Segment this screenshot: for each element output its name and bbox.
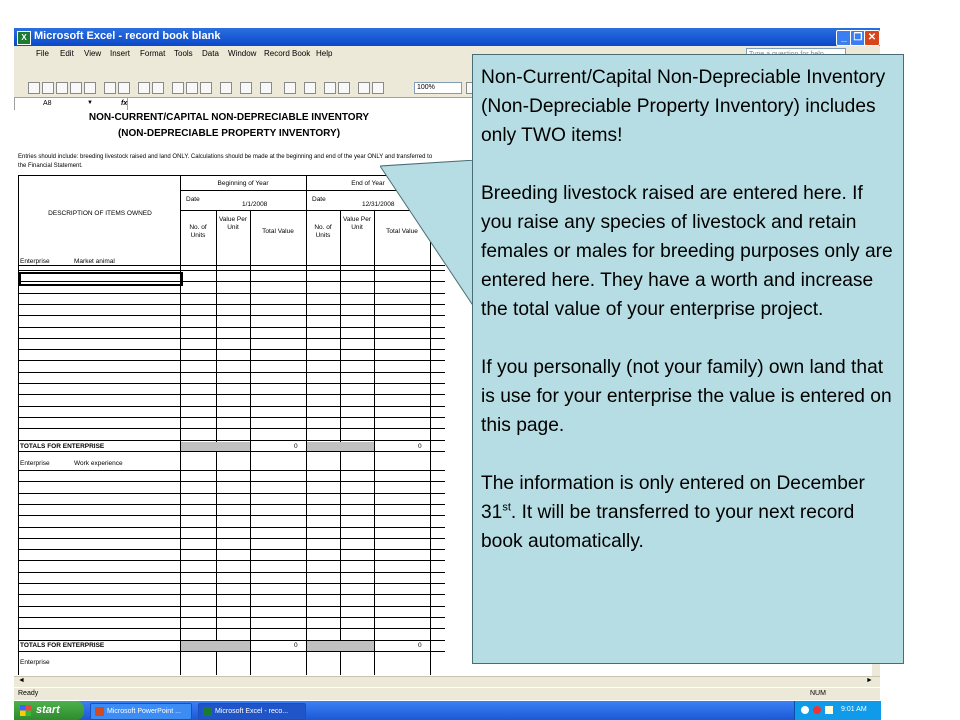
taskbar-item-excel[interactable] bbox=[198, 703, 306, 720]
callout-paragraph-4 bbox=[481, 469, 897, 556]
grid-line bbox=[18, 549, 445, 550]
num-lock-indicator: NUM bbox=[810, 690, 826, 697]
grid-line bbox=[18, 360, 445, 361]
new-icon[interactable] bbox=[28, 82, 40, 94]
task-label: Microsoft PowerPoint ... bbox=[107, 708, 181, 715]
menu-window[interactable]: Window bbox=[228, 49, 257, 58]
menu-format[interactable]: Format bbox=[140, 49, 166, 58]
grid-line bbox=[18, 470, 445, 471]
end-total: 0 bbox=[418, 443, 422, 450]
grid-line bbox=[18, 440, 445, 441]
end-date-value: 12/31/2008 bbox=[362, 201, 395, 208]
hyperlink-icon[interactable] bbox=[284, 82, 296, 94]
grid-line bbox=[18, 617, 445, 618]
callout-paragraph-1: Non-Current/Capital Non-Depreciable Inventory (Non-Depreciable Property Inventory) includes only TWO items! bbox=[481, 67, 886, 146]
research-icon[interactable] bbox=[152, 82, 164, 94]
end-of-year-header: End of Year bbox=[351, 180, 385, 187]
begin-total-value-header: Total Value bbox=[262, 228, 294, 235]
callout-paragraph-3: If you personally (not your family) own land that is use for your enterprise the value is entered on this page. bbox=[481, 357, 892, 436]
format-painter-icon[interactable] bbox=[220, 82, 232, 94]
menu-insert[interactable]: Insert bbox=[110, 49, 131, 58]
taskbar bbox=[14, 701, 880, 720]
close-button[interactable]: ✕ bbox=[864, 30, 880, 46]
print-preview-icon[interactable] bbox=[118, 82, 130, 94]
drawing-icon[interactable] bbox=[372, 82, 384, 94]
chart-wizard-icon[interactable] bbox=[358, 82, 370, 94]
end-value-per-unit-header: Value Per Unit bbox=[342, 216, 372, 231]
menu-data[interactable]: Data bbox=[202, 49, 219, 58]
begin-total: 0 bbox=[294, 642, 298, 649]
sort-ascending-icon[interactable] bbox=[324, 82, 336, 94]
begin-date-label: Date bbox=[186, 196, 200, 203]
grid-line bbox=[18, 628, 445, 629]
autosum-icon[interactable] bbox=[304, 82, 316, 94]
menu-record-book[interactable]: Record Book bbox=[264, 49, 311, 58]
grid-line bbox=[18, 417, 445, 418]
grid-line bbox=[18, 515, 445, 516]
grid-line bbox=[18, 383, 445, 384]
callout-p4-post: . It will be transferred to your next record book automatically. bbox=[481, 502, 855, 552]
shaded-cell bbox=[181, 641, 250, 651]
grid-line bbox=[306, 175, 307, 675]
selected-cell-a8[interactable] bbox=[19, 272, 183, 286]
copy-icon[interactable] bbox=[186, 82, 198, 94]
grid-line bbox=[18, 327, 445, 328]
begin-units-header: No. of Units bbox=[189, 224, 207, 239]
taskbar-item-powerpoint[interactable] bbox=[90, 703, 192, 720]
shaded-cell bbox=[307, 641, 374, 651]
start-button[interactable] bbox=[14, 701, 84, 720]
menu-file[interactable]: File bbox=[36, 49, 49, 58]
grid-line bbox=[18, 481, 445, 482]
grid-line bbox=[18, 651, 445, 652]
horizontal-scrollbar[interactable] bbox=[14, 676, 880, 687]
maximize-button[interactable]: ❐ bbox=[850, 30, 866, 46]
description-header: DESCRIPTION OF ITEMS OWNED bbox=[48, 210, 152, 217]
formula-bar bbox=[14, 97, 476, 111]
grid-line bbox=[18, 406, 445, 407]
network-icon[interactable] bbox=[801, 706, 809, 714]
window-title-bar[interactable] bbox=[14, 28, 880, 46]
enterprise-label: Enterprise bbox=[20, 659, 50, 666]
windows-logo-icon bbox=[20, 705, 31, 716]
grid-line bbox=[18, 349, 445, 350]
grid-line bbox=[18, 394, 445, 395]
callout-p4-sup: st bbox=[502, 501, 511, 514]
end-total-value-header: Total Value bbox=[386, 228, 418, 235]
grid-line bbox=[18, 372, 445, 373]
end-units-header: No. of Units bbox=[314, 224, 332, 239]
grid-line bbox=[18, 451, 445, 452]
spelling-icon[interactable] bbox=[138, 82, 150, 94]
volume-icon[interactable] bbox=[825, 706, 833, 714]
begin-total: 0 bbox=[294, 443, 298, 450]
enterprise-label: Enterprise bbox=[20, 258, 50, 265]
callout-box bbox=[472, 54, 904, 664]
cut-icon[interactable] bbox=[172, 82, 184, 94]
sort-descending-icon[interactable] bbox=[338, 82, 350, 94]
permission-icon[interactable] bbox=[70, 82, 82, 94]
grid-line bbox=[18, 175, 19, 675]
grid-line bbox=[18, 583, 445, 584]
grid-line bbox=[18, 560, 445, 561]
sheet-subtitle: (NON-DEPRECIABLE PROPERTY INVENTORY) bbox=[117, 128, 341, 139]
callout-p4-pre: The information is only entered on December 31 bbox=[481, 473, 865, 523]
grid-line bbox=[18, 572, 445, 573]
scroll-right-icon[interactable]: ► bbox=[866, 677, 873, 684]
minimize-button[interactable]: _ bbox=[836, 30, 852, 46]
clock: 9:01 AM bbox=[841, 706, 867, 713]
start-label: start bbox=[36, 704, 60, 716]
menu-help[interactable]: Help bbox=[316, 49, 333, 58]
callout-paragraph-2: Breeding livestock raised are entered here. If you raise any species of livestock and retain females or males for breeding purposes only are entered here. They have a worth and increase the total value of your enterprise project. bbox=[481, 183, 893, 320]
grid-line bbox=[18, 594, 445, 595]
excel-icon bbox=[203, 707, 212, 716]
grid-line bbox=[18, 504, 445, 505]
enterprise-label: Enterprise bbox=[20, 460, 50, 467]
powerpoint-icon bbox=[95, 707, 104, 716]
begin-date-value: 1/1/2008 bbox=[242, 201, 268, 208]
callout-pointer bbox=[380, 160, 480, 320]
totals-label: TOTALS FOR ENTERPRISE bbox=[20, 443, 105, 450]
grid-line bbox=[18, 428, 445, 429]
grid-line bbox=[18, 493, 445, 494]
beginning-of-year-header: Beginning of Year bbox=[217, 180, 269, 187]
name-box[interactable]: A8 bbox=[15, 98, 128, 110]
window-title: Microsoft Excel - record book blank bbox=[34, 30, 221, 42]
status-bar bbox=[14, 688, 880, 700]
antivirus-icon[interactable] bbox=[813, 706, 821, 714]
end-total: 0 bbox=[418, 642, 422, 649]
status-ready: Ready bbox=[18, 690, 39, 697]
enterprise-name: Work experience bbox=[74, 460, 123, 467]
grid-line bbox=[18, 606, 445, 607]
scroll-left-icon[interactable]: ◄ bbox=[18, 677, 25, 684]
begin-value-per-unit-header: Value Per Unit bbox=[218, 216, 248, 231]
task-label: Microsoft Excel - reco... bbox=[215, 708, 289, 715]
sheet-title: NON-CURRENT/CAPITAL NON-DEPRECIABLE INVENTORY bbox=[88, 112, 370, 123]
menu-tools[interactable]: Tools bbox=[174, 49, 193, 58]
menu-view[interactable]: View bbox=[84, 49, 102, 58]
grid-line bbox=[18, 527, 445, 528]
grid-line bbox=[180, 175, 181, 675]
email-icon[interactable] bbox=[84, 82, 96, 94]
name-box-dropdown-icon[interactable]: ▼ bbox=[87, 100, 93, 106]
grid-line bbox=[18, 338, 445, 339]
sheet-instructions: Entries should include: breeding livestock raised and land ONLY. Calculations should be made at the beginning and end of the year ONLY and transferred to the Financial Statement. bbox=[18, 154, 433, 169]
function-icon[interactable]: fx bbox=[121, 100, 128, 107]
system-tray bbox=[794, 701, 881, 720]
end-date-label: Date bbox=[312, 196, 326, 203]
callout-text bbox=[481, 63, 897, 585]
paste-icon[interactable] bbox=[200, 82, 212, 94]
undo-icon[interactable] bbox=[240, 82, 252, 94]
excel-app-icon: X bbox=[17, 31, 31, 45]
grid-line bbox=[18, 538, 445, 539]
redo-icon[interactable] bbox=[260, 82, 272, 94]
open-icon[interactable] bbox=[42, 82, 54, 94]
save-icon[interactable] bbox=[56, 82, 68, 94]
zoom-select[interactable]: 100% bbox=[414, 82, 462, 94]
print-icon[interactable] bbox=[104, 82, 116, 94]
enterprise-name: Market animal bbox=[74, 258, 115, 265]
totals-label: TOTALS FOR ENTERPRISE bbox=[20, 642, 105, 649]
menu-edit[interactable]: Edit bbox=[60, 49, 74, 58]
grid-line bbox=[18, 640, 445, 641]
